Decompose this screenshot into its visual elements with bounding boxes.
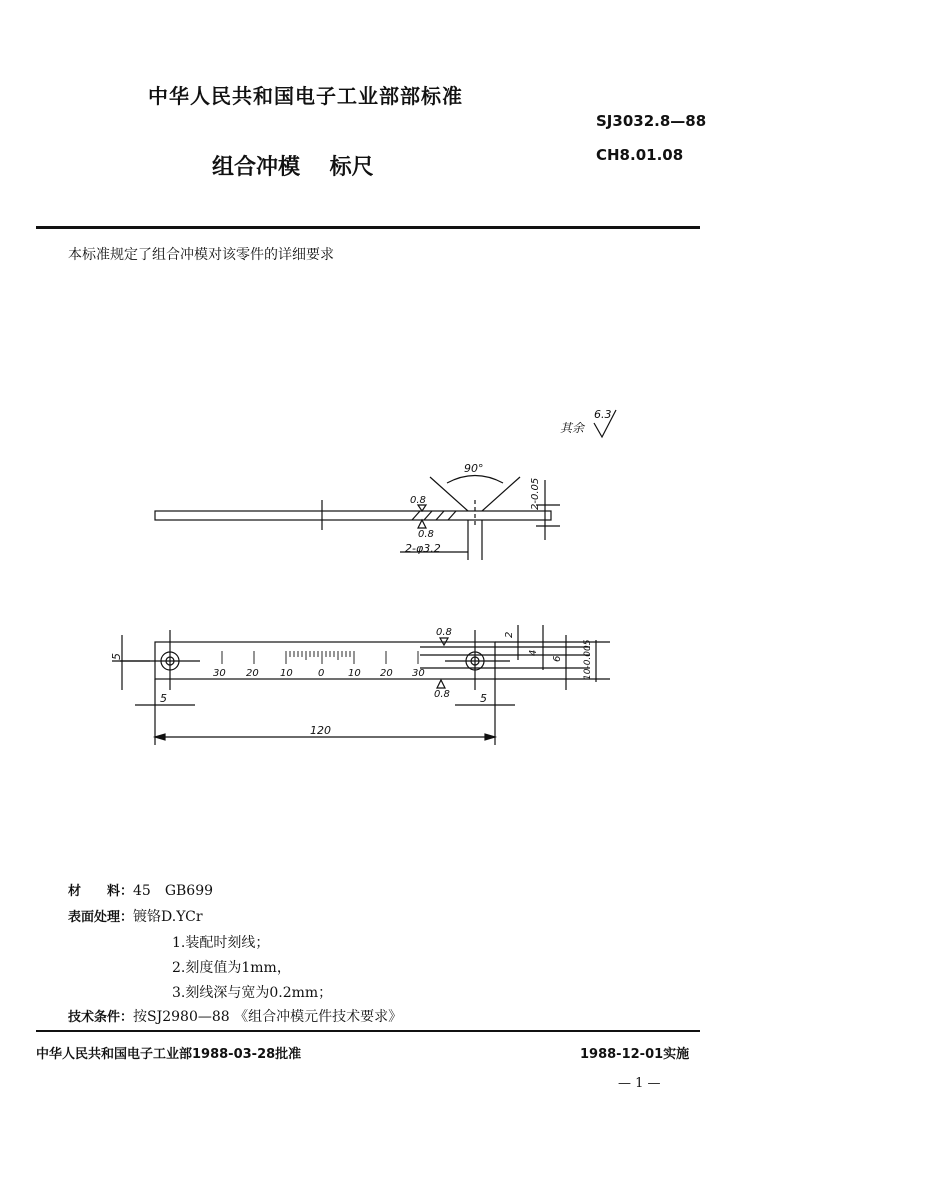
document-title: 组合冲模 标尺 — [212, 155, 374, 180]
dim-5-left: 5 — [110, 653, 123, 660]
standard-code-sj: SJ3032.8—88 — [596, 112, 707, 130]
issuing-organization: 中华人民共和国电子工业部部标准 — [148, 84, 463, 108]
roughness-mark-icon — [437, 680, 445, 688]
material-key: 材 料： — [68, 884, 134, 899]
dim-5-bottom-right: 5 — [480, 692, 487, 705]
scale-label: 20 — [380, 668, 393, 679]
roughness-value-plan-top: 0.8 — [436, 627, 452, 638]
scale-label: 10 — [348, 668, 361, 679]
intro-text: 本标准规定了组合冲模对该零件的详细要求 — [68, 247, 334, 263]
roughness-rest-label: 其余 — [560, 421, 585, 435]
roughness-value-bottom: 0.8 — [418, 529, 434, 540]
standard-code-ch: CH8.01.08 — [596, 146, 684, 164]
roughness-value-top: 0.8 — [410, 495, 426, 506]
material-value: 45 GB699 — [133, 883, 214, 899]
roughness-value-plan-bottom: 0.8 — [434, 689, 450, 700]
roughness-mark-icon — [418, 520, 426, 528]
tech-line — [68, 1006, 402, 1026]
note-1: 1.装配时刻线； — [172, 935, 270, 951]
page-number: — 1 — — [618, 1076, 661, 1091]
thickness-tolerance: 2-0.05 — [530, 477, 541, 510]
surface-value: 镀铬D.YCr — [133, 909, 203, 925]
scale-label: 10 — [280, 668, 293, 679]
roughness-rest-value: 6.3 — [594, 408, 612, 421]
approval-line: 中华人民共和国电子工业部1988-03-28批准 — [36, 1047, 302, 1062]
footer-rule — [36, 1030, 700, 1032]
surface-key: 表面处理： — [68, 910, 134, 925]
side-view-bar — [155, 511, 551, 520]
material-line — [68, 880, 213, 900]
dim-6: 6 — [552, 655, 563, 662]
surface-line — [68, 906, 203, 926]
scale-label: 20 — [246, 668, 259, 679]
tech-key: 技术条件： — [68, 1010, 134, 1025]
dim-2: 2 — [504, 631, 515, 638]
dim-5-bottom-left: 5 — [160, 692, 167, 705]
scale-label: 30 — [412, 668, 425, 679]
effective-date: 1988-12-01实施 — [580, 1047, 690, 1062]
note-3: 3.刻线深与宽为0.2mm； — [172, 985, 333, 1001]
angle-label: 90° — [464, 462, 484, 475]
note-2: 2.刻度值为1mm， — [172, 960, 291, 976]
tech-value: 按SJ2980—88 《组合冲模元件技术要求》 — [133, 1009, 403, 1025]
scale-label: 0 — [318, 668, 325, 679]
dim-10: 10-0.005 — [583, 639, 593, 680]
scale-label: 30 — [213, 668, 226, 679]
dim-120: 120 — [310, 724, 331, 737]
holes-label: 2-φ3.2 — [405, 542, 441, 555]
dim-4: 4 — [528, 649, 539, 656]
